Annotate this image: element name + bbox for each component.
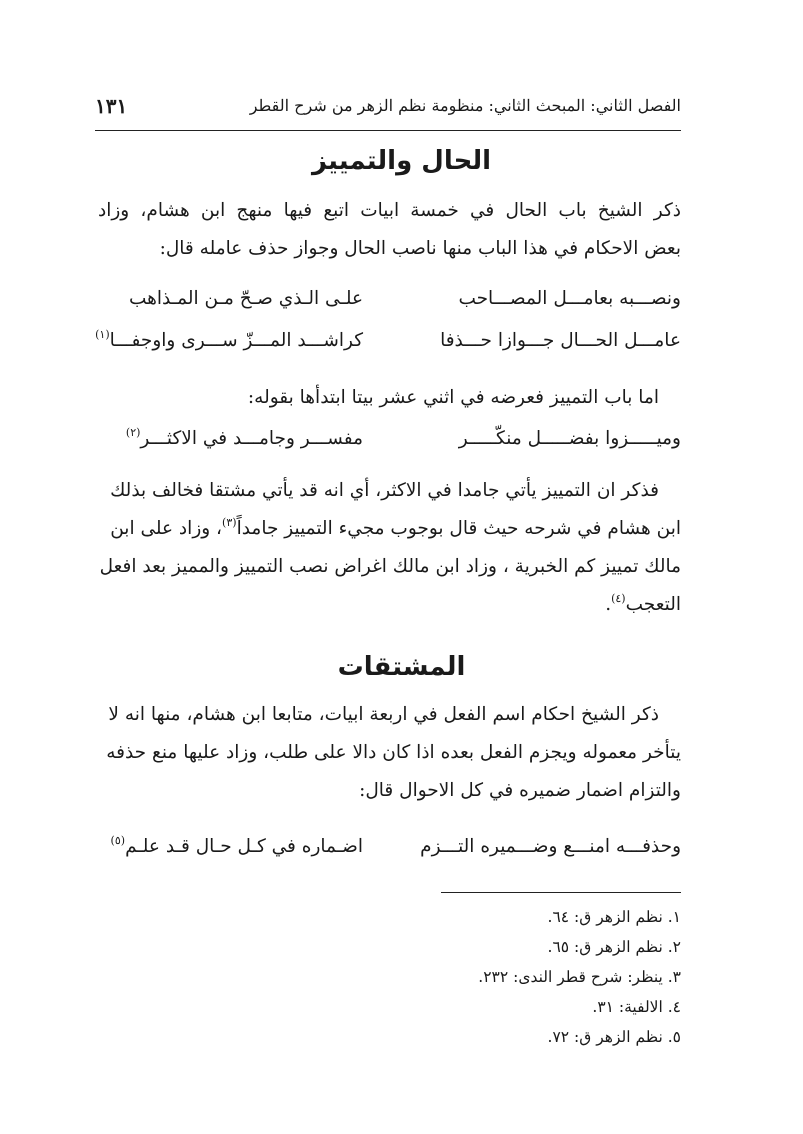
paragraph-line: فذكر ان التمييز يأتي جامدا في الاكثر، أي انه قد يأتي مشتقا فخالف بذلك — [110, 480, 659, 501]
paragraph-line: يتأخر معموله ويجزم الفعل بعده اذا كان دالا على طلب، وزاد عليها منع حذفه — [106, 742, 681, 763]
paragraph-line: والتزام اضمار ضميره في كل الاحوال قال: — [359, 780, 681, 801]
paragraph-line: اما باب التمييز فعرضه في اثني عشر بيتا ابتدأها بقوله: — [247, 387, 659, 408]
verse-text: كراشـــد المـــزّ ســـرى واوجفـــا — [109, 330, 363, 351]
verse-text: اضـماره في كـل حـال قـد علـم — [125, 836, 363, 857]
middle-paragraph — [98, 379, 681, 417]
footnote: ٣. ينظر: شرح قطر الندى: ٢٣٢. — [478, 968, 681, 986]
verse-second-hemistich — [126, 428, 363, 449]
paragraph-line: ذكر الشيخ باب الحال في خمسة ابيات اتبع فيها منهج ابن هشام، وزاد — [98, 200, 681, 221]
paragraph-line: بعض الاحكام في هذا الباب منها ناصب الحال وجواز حذف عامله قال: — [159, 238, 681, 259]
verse-second-hemistich — [95, 330, 363, 351]
footnote-ref: (٤) — [611, 592, 626, 605]
text-run: التعجب — [625, 594, 681, 615]
footnote-ref: (٥) — [110, 834, 126, 847]
verse-line — [95, 324, 681, 364]
footnote: ٥. نظم الزهر ق: ٧٢. — [547, 1028, 681, 1046]
intro-paragraph-mushtaqqat — [98, 696, 681, 810]
verse-second-hemistich: علـى الـذي صـحّ مـن المـذاهب — [128, 288, 363, 309]
footnote: ١. نظم الزهر ق: ٦٤. — [547, 908, 681, 926]
paragraph-line: ذكر الشيخ احكام اسم الفعل في اربعة ابيات، متابعا ابن هشام، منها انه لا — [108, 704, 659, 725]
verse-first-hemistich: ونصـــبه بعامـــل المصـــاحب — [458, 288, 681, 309]
text-run: . — [605, 594, 612, 615]
running-title: الفصل الثاني: المبحث الثاني: منظومة نظم الزهر من شرح القطر — [249, 96, 681, 115]
footnote-ref: (٣) — [222, 516, 237, 529]
verse-first-hemistich: وميـــــزوا بفضـــــل منكّـــــر — [458, 428, 681, 449]
verse-text: مفســـر وجامـــد في الاكثـــر — [140, 428, 363, 449]
paragraph-line — [98, 586, 681, 624]
verse-line — [98, 422, 681, 462]
closing-paragraph-tamyiz — [98, 472, 681, 624]
verse-line — [98, 282, 681, 322]
verse-first-hemistich: عامـــل الحـــال جـــوازا حـــذفا — [440, 330, 681, 351]
footnote-ref: (٢) — [125, 426, 141, 439]
page-number: ١٣١ — [95, 94, 128, 118]
verse-first-hemistich: وحذفـــه امنـــع وضـــميره التـــزم — [420, 836, 681, 857]
footnote-separator — [441, 892, 681, 893]
section-heading-mushtaqqat: المشتقات — [337, 652, 466, 682]
page-header — [95, 90, 681, 131]
verse-second-hemistich — [111, 836, 363, 857]
text-run: ، وزاد على ابن — [110, 518, 223, 539]
verse-line — [98, 830, 681, 870]
paragraph-line — [98, 510, 681, 548]
footnote-ref: (١) — [95, 328, 110, 341]
text-run: ابن هشام في شرحه حيث قال بوجوب مجيء التمييز جامداً — [236, 518, 681, 539]
intro-paragraph-hal — [98, 192, 681, 268]
paragraph-line: مالك تمييز كم الخبرية ، وزاد ابن مالك اغراض نصب التمييز والمميز بعد افعل — [99, 556, 681, 577]
section-heading-hal-tamyiz: الحال والتمييز — [311, 146, 492, 176]
footnote: ٢. نظم الزهر ق: ٦٥. — [547, 938, 681, 956]
footnote: ٤. الالفية: ٣١. — [592, 998, 681, 1016]
